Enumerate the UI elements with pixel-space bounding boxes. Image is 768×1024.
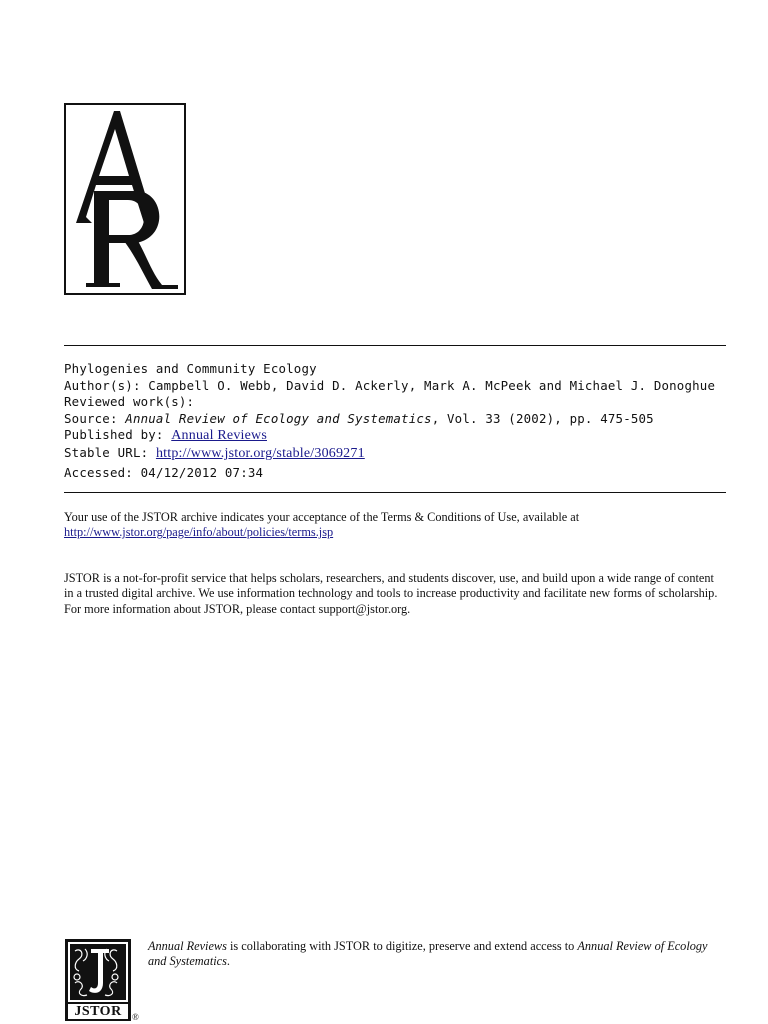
annual-reviews-logo	[64, 103, 186, 295]
published-label: Published by:	[64, 427, 164, 443]
published-by-line	[64, 427, 726, 445]
article-metadata	[64, 361, 726, 481]
terms-notice	[64, 510, 726, 541]
stable-url-label: Stable URL:	[64, 444, 149, 460]
accessed-label: Accessed:	[64, 464, 133, 480]
authors-label: Author(s):	[64, 377, 141, 393]
reviewed-works-line: Reviewed work(s):	[64, 394, 195, 410]
accessed-value: 04/12/2012 07:34	[140, 464, 264, 480]
authors-line	[64, 378, 726, 395]
stable-url-link[interactable]: http://www.jstor.org/stable/3069271	[155, 445, 365, 461]
ar-monogram-icon	[66, 105, 184, 293]
collab-end: .	[226, 953, 230, 968]
bottom-divider	[64, 492, 726, 493]
terms-text: Your use of the JSTOR archive indicates your acceptance of the Terms & Conditions of Use, available at	[64, 510, 580, 524]
top-divider	[64, 345, 726, 346]
collab-publisher: Annual Reviews	[148, 939, 227, 953]
source-line	[64, 411, 726, 428]
jstor-logo	[65, 939, 131, 1021]
collab-journal: Annual Review of Ecology and Systematics	[148, 939, 708, 968]
collaboration-notice	[148, 939, 726, 968]
collab-middle: is collaborating with JSTOR to digitize, preserve and extend access to	[226, 939, 578, 953]
source-label: Source:	[64, 410, 118, 426]
registered-mark: ®	[132, 1012, 139, 1022]
ar-logo-letters	[66, 293, 67, 294]
accessed-line	[64, 465, 726, 482]
stable-url-line	[64, 445, 726, 463]
article-title: Phylogenies and Community Ecology	[64, 361, 317, 376]
publisher-link[interactable]: Annual Reviews	[171, 428, 267, 444]
jstor-about-paragraph: JSTOR is a not-for-profit service that helps scholars, researchers, and students discover, use, and build upon a wide range of content in a trusted digital archive. We use information technology and tools to increase productivity and facilitate new forms of scholarship. For more information about JSTOR, please contact support@jstor.org.	[64, 571, 718, 616]
terms-link[interactable]: http://www.jstor.org/page/info/about/policies/terms.jsp	[64, 525, 334, 540]
source-journal: Annual Review of Ecology and Systematics	[125, 410, 432, 426]
authors-value: Campbell O. Webb, David D. Ackerly, Mark A. McPeek and Michael J. Donoghue	[148, 377, 716, 393]
jstor-logo-text: JSTOR	[74, 1004, 122, 1019]
source-details: , Vol. 33 (2002), pp. 475-505	[431, 410, 654, 426]
